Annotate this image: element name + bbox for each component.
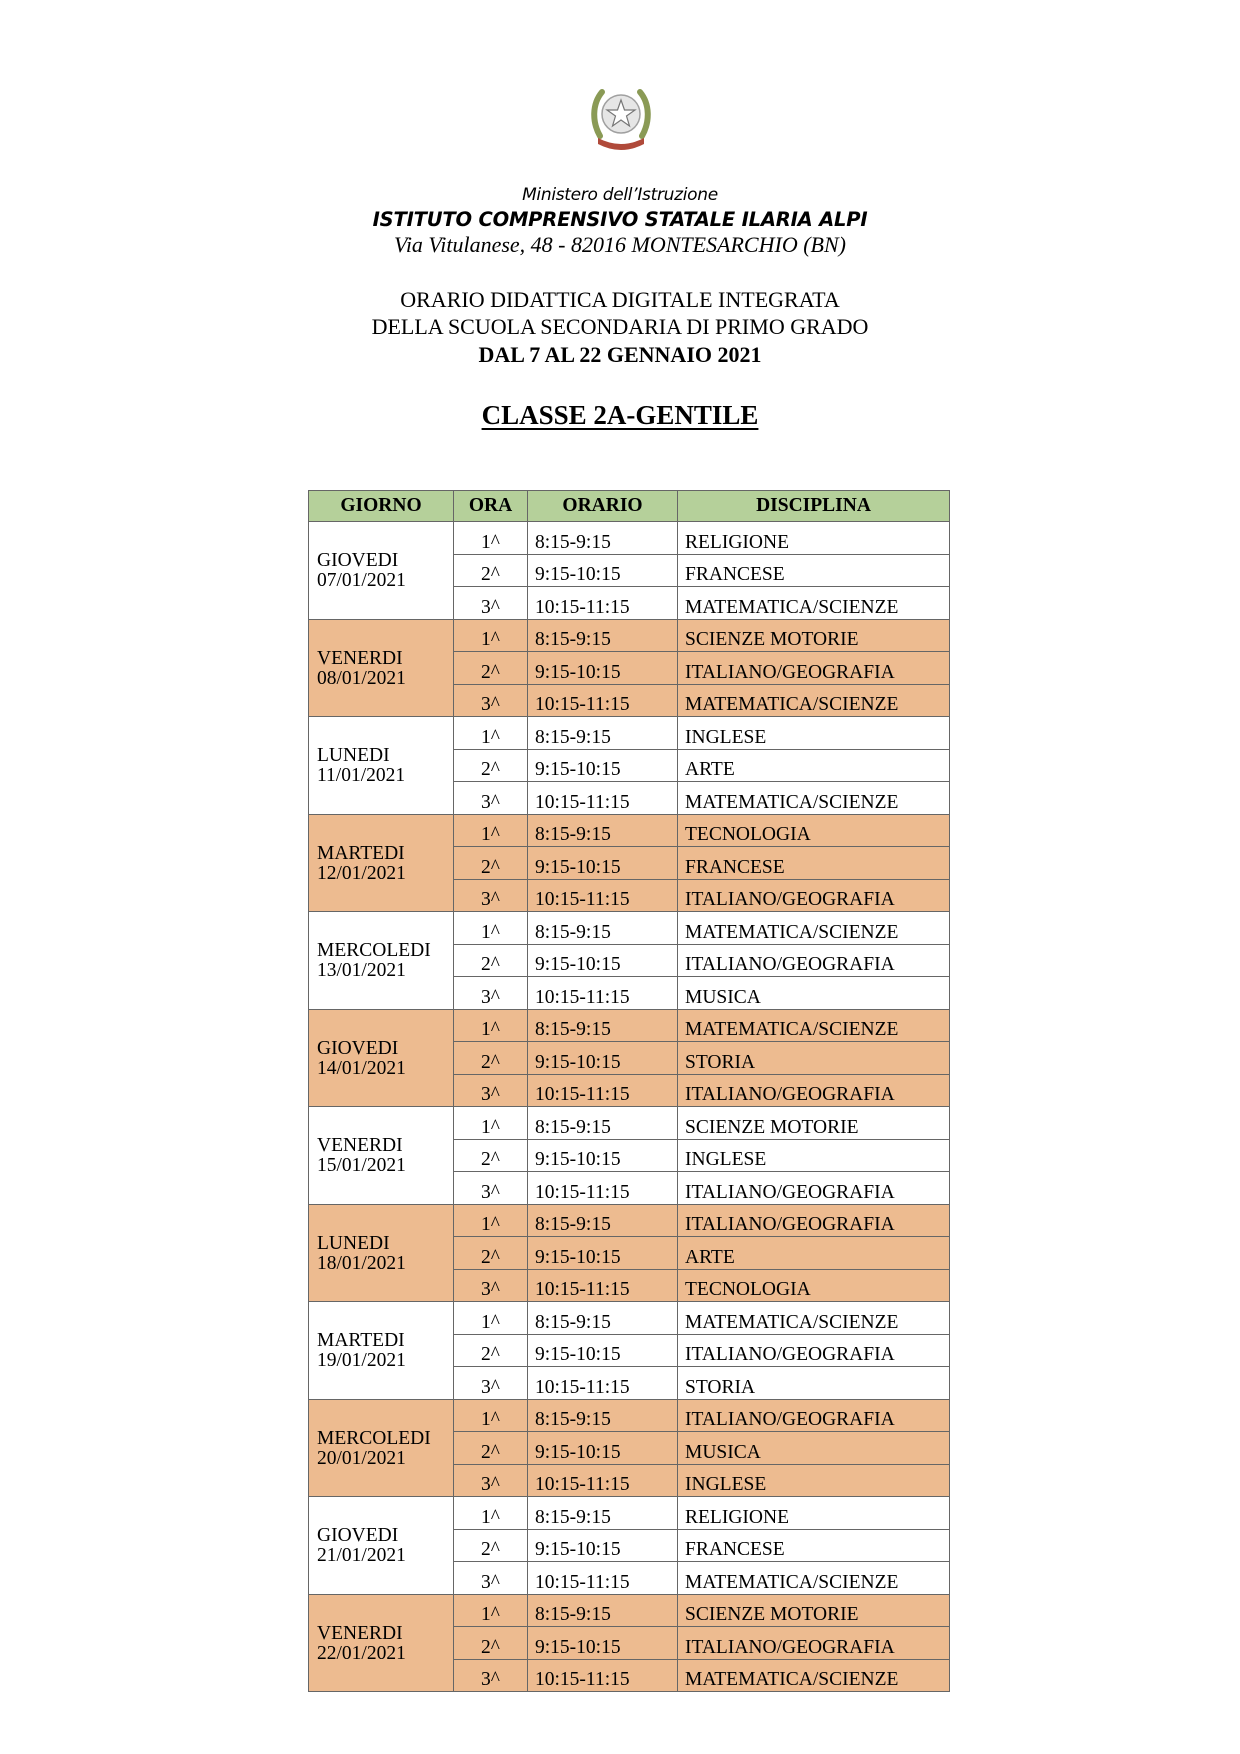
time-cell: 9:15-10:15: [528, 1432, 678, 1465]
class-label: CLASSE 2A-GENTILE: [481, 400, 759, 430]
day-date: 22/01/2021: [317, 1642, 406, 1664]
table-row: [309, 1107, 950, 1140]
period-cell: 1^: [454, 1204, 528, 1237]
subject-cell: ITALIANO/GEOGRAFIA: [678, 1627, 950, 1660]
period-cell: 3^: [454, 1367, 528, 1400]
time-cell: 9:15-10:15: [528, 1139, 678, 1172]
day-label: [317, 939, 453, 981]
subject-cell: ITALIANO/GEOGRAFIA: [678, 1399, 950, 1432]
day-date: 15/01/2021: [317, 1155, 406, 1177]
time-cell: 8:15-9:15: [528, 1009, 678, 1042]
period-cell: 1^: [454, 912, 528, 945]
time-cell: 8:15-9:15: [528, 912, 678, 945]
day-name: LUNEDI: [317, 1232, 390, 1254]
period-cell: 1^: [454, 1107, 528, 1140]
subject-cell: RELIGIONE: [678, 1497, 950, 1530]
subject-cell: MATEMATICA/SCIENZE: [678, 587, 950, 620]
day-label: [317, 1232, 453, 1274]
day-cell: [309, 814, 454, 912]
table-row: [309, 1594, 950, 1627]
period-cell: 2^: [454, 1042, 528, 1075]
period-cell: 2^: [454, 1627, 528, 1660]
day-date: 21/01/2021: [317, 1545, 406, 1567]
day-name: GIOVEDI: [317, 1037, 399, 1059]
time-cell: 9:15-10:15: [528, 1042, 678, 1075]
day-name: GIOVEDI: [317, 550, 399, 572]
schedule-table: [308, 490, 950, 1692]
subject-cell: SCIENZE MOTORIE: [678, 1107, 950, 1140]
day-cell: [309, 1107, 454, 1205]
subject-cell: ITALIANO/GEOGRAFIA: [678, 1172, 950, 1205]
day-date: 08/01/2021: [317, 667, 406, 689]
day-name: MARTEDI: [317, 842, 405, 864]
subject-cell: INGLESE: [678, 1139, 950, 1172]
day-cell: [309, 912, 454, 1010]
table-row: [309, 619, 950, 652]
day-name: VENERDI: [317, 1622, 403, 1644]
time-cell: 8:15-9:15: [528, 619, 678, 652]
document-title-line-2: DELLA SCUOLA SECONDARIA DI PRIMO GRADO: [371, 314, 869, 339]
document-title-line-1: ORARIO DIDATTICA DIGITALE INTEGRATA: [400, 287, 840, 312]
period-cell: 1^: [454, 1302, 528, 1335]
table-row: [309, 814, 950, 847]
subject-cell: SCIENZE MOTORIE: [678, 619, 950, 652]
day-date: 13/01/2021: [317, 960, 406, 982]
time-cell: 9:15-10:15: [528, 749, 678, 782]
day-label: [317, 1329, 453, 1371]
document-date-range: DAL 7 AL 22 GENNAIO 2021: [478, 342, 762, 367]
time-cell: 10:15-11:15: [528, 879, 678, 912]
day-date: 14/01/2021: [317, 1057, 406, 1079]
period-cell: 1^: [454, 522, 528, 555]
subject-cell: MATEMATICA/SCIENZE: [678, 782, 950, 815]
subject-cell: ITALIANO/GEOGRAFIA: [678, 1074, 950, 1107]
time-cell: 9:15-10:15: [528, 652, 678, 685]
period-cell: 3^: [454, 879, 528, 912]
period-cell: 1^: [454, 814, 528, 847]
day-cell: [309, 522, 454, 620]
time-cell: 9:15-10:15: [528, 847, 678, 880]
subject-cell: INGLESE: [678, 717, 950, 750]
column-header-giorno: GIORNO: [309, 491, 454, 522]
period-cell: 2^: [454, 652, 528, 685]
period-cell: 3^: [454, 684, 528, 717]
period-cell: 2^: [454, 1237, 528, 1270]
subject-cell: FRANCESE: [678, 1529, 950, 1562]
period-cell: 2^: [454, 1529, 528, 1562]
time-cell: 8:15-9:15: [528, 1204, 678, 1237]
time-cell: 10:15-11:15: [528, 1464, 678, 1497]
time-cell: 9:15-10:15: [528, 554, 678, 587]
day-cell: [309, 1009, 454, 1107]
table-row: [309, 1497, 950, 1530]
time-cell: 10:15-11:15: [528, 587, 678, 620]
day-date: 18/01/2021: [317, 1252, 406, 1274]
day-name: MERCOLEDI: [317, 1427, 431, 1449]
time-cell: 9:15-10:15: [528, 1529, 678, 1562]
time-cell: 9:15-10:15: [528, 944, 678, 977]
period-cell: 1^: [454, 1497, 528, 1530]
institute-address: Via Vitulanese, 48 - 82016 MONTESARCHIO (BN): [394, 232, 846, 257]
day-cell: [309, 619, 454, 717]
day-name: MERCOLEDI: [317, 940, 431, 962]
table-row: [309, 912, 950, 945]
subject-cell: FRANCESE: [678, 554, 950, 587]
subject-cell: MUSICA: [678, 977, 950, 1010]
table-row: [309, 717, 950, 750]
day-cell: [309, 1497, 454, 1595]
day-label: [317, 549, 453, 591]
time-cell: 8:15-9:15: [528, 1107, 678, 1140]
period-cell: 3^: [454, 1464, 528, 1497]
subject-cell: RELIGIONE: [678, 522, 950, 555]
table-row: [309, 1204, 950, 1237]
day-cell: [309, 1399, 454, 1497]
time-cell: 8:15-9:15: [528, 814, 678, 847]
time-cell: 10:15-11:15: [528, 684, 678, 717]
table-row: [309, 1009, 950, 1042]
time-cell: 8:15-9:15: [528, 1497, 678, 1530]
day-cell: [309, 717, 454, 815]
period-cell: 2^: [454, 554, 528, 587]
period-cell: 3^: [454, 587, 528, 620]
time-cell: 10:15-11:15: [528, 1172, 678, 1205]
time-cell: 10:15-11:15: [528, 1269, 678, 1302]
time-cell: 9:15-10:15: [528, 1334, 678, 1367]
day-name: VENERDI: [317, 1135, 403, 1157]
day-label: [317, 1524, 453, 1566]
subject-cell: ITALIANO/GEOGRAFIA: [678, 879, 950, 912]
period-cell: 2^: [454, 944, 528, 977]
day-date: 07/01/2021: [317, 570, 406, 592]
period-cell: 2^: [454, 749, 528, 782]
period-cell: 3^: [454, 782, 528, 815]
period-cell: 2^: [454, 847, 528, 880]
subject-cell: MATEMATICA/SCIENZE: [678, 1659, 950, 1692]
subject-cell: TECNOLOGIA: [678, 814, 950, 847]
period-cell: 1^: [454, 1009, 528, 1042]
period-cell: 2^: [454, 1432, 528, 1465]
table-row: [309, 1302, 950, 1335]
period-cell: 1^: [454, 619, 528, 652]
subject-cell: MATEMATICA/SCIENZE: [678, 1562, 950, 1595]
period-cell: 3^: [454, 1562, 528, 1595]
time-cell: 10:15-11:15: [528, 1074, 678, 1107]
time-cell: 8:15-9:15: [528, 717, 678, 750]
subject-cell: TECNOLOGIA: [678, 1269, 950, 1302]
period-cell: 3^: [454, 1659, 528, 1692]
period-cell: 1^: [454, 717, 528, 750]
time-cell: 10:15-11:15: [528, 1562, 678, 1595]
subject-cell: INGLESE: [678, 1464, 950, 1497]
day-date: 20/01/2021: [317, 1447, 406, 1469]
day-date: 11/01/2021: [317, 765, 406, 787]
time-cell: 10:15-11:15: [528, 782, 678, 815]
subject-cell: ITALIANO/GEOGRAFIA: [678, 1204, 950, 1237]
period-cell: 2^: [454, 1139, 528, 1172]
day-name: MARTEDI: [317, 1330, 405, 1352]
day-date: 19/01/2021: [317, 1350, 406, 1372]
period-cell: 3^: [454, 1269, 528, 1302]
day-cell: [309, 1594, 454, 1692]
table-row: [309, 522, 950, 555]
subject-cell: MUSICA: [678, 1432, 950, 1465]
time-cell: 10:15-11:15: [528, 977, 678, 1010]
day-label: [317, 647, 453, 689]
subject-cell: MATEMATICA/SCIENZE: [678, 684, 950, 717]
time-cell: 8:15-9:15: [528, 522, 678, 555]
table-row: [309, 1399, 950, 1432]
time-cell: 8:15-9:15: [528, 1399, 678, 1432]
column-header-orario: ORARIO: [528, 491, 678, 522]
subject-cell: ITALIANO/GEOGRAFIA: [678, 1334, 950, 1367]
subject-cell: SCIENZE MOTORIE: [678, 1594, 950, 1627]
period-cell: 1^: [454, 1594, 528, 1627]
day-label: [317, 1134, 453, 1176]
day-cell: [309, 1204, 454, 1302]
time-cell: 9:15-10:15: [528, 1627, 678, 1660]
period-cell: 3^: [454, 977, 528, 1010]
subject-cell: MATEMATICA/SCIENZE: [678, 1302, 950, 1335]
institute-name: ISTITUTO COMPRENSIVO STATALE ILARIA ALPI: [372, 208, 868, 231]
time-cell: 8:15-9:15: [528, 1302, 678, 1335]
period-cell: 3^: [454, 1172, 528, 1205]
ministry-name: Ministero dell’Istruzione: [522, 185, 718, 205]
period-cell: 1^: [454, 1399, 528, 1432]
time-cell: 10:15-11:15: [528, 1367, 678, 1400]
subject-cell: STORIA: [678, 1042, 950, 1075]
day-name: GIOVEDI: [317, 1525, 399, 1547]
day-label: [317, 744, 453, 786]
table-header-row: [309, 491, 950, 522]
subject-cell: ARTE: [678, 749, 950, 782]
period-cell: 2^: [454, 1334, 528, 1367]
subject-cell: FRANCESE: [678, 847, 950, 880]
subject-cell: MATEMATICA/SCIENZE: [678, 912, 950, 945]
day-cell: [309, 1302, 454, 1400]
time-cell: 9:15-10:15: [528, 1237, 678, 1270]
day-label: [317, 842, 453, 884]
italian-republic-emblem-icon: [590, 78, 652, 156]
day-name: LUNEDI: [317, 745, 390, 767]
subject-cell: ARTE: [678, 1237, 950, 1270]
column-header-ora: ORA: [454, 491, 528, 522]
subject-cell: STORIA: [678, 1367, 950, 1400]
subject-cell: MATEMATICA/SCIENZE: [678, 1009, 950, 1042]
day-date: 12/01/2021: [317, 862, 406, 884]
day-label: [317, 1037, 453, 1079]
day-label: [317, 1622, 453, 1664]
period-cell: 3^: [454, 1074, 528, 1107]
subject-cell: ITALIANO/GEOGRAFIA: [678, 944, 950, 977]
subject-cell: ITALIANO/GEOGRAFIA: [678, 652, 950, 685]
day-label: [317, 1427, 453, 1469]
day-name: VENERDI: [317, 647, 403, 669]
column-header-disciplina: DISCIPLINA: [678, 491, 950, 522]
time-cell: 10:15-11:15: [528, 1659, 678, 1692]
time-cell: 8:15-9:15: [528, 1594, 678, 1627]
schedule-body: [309, 522, 950, 1692]
